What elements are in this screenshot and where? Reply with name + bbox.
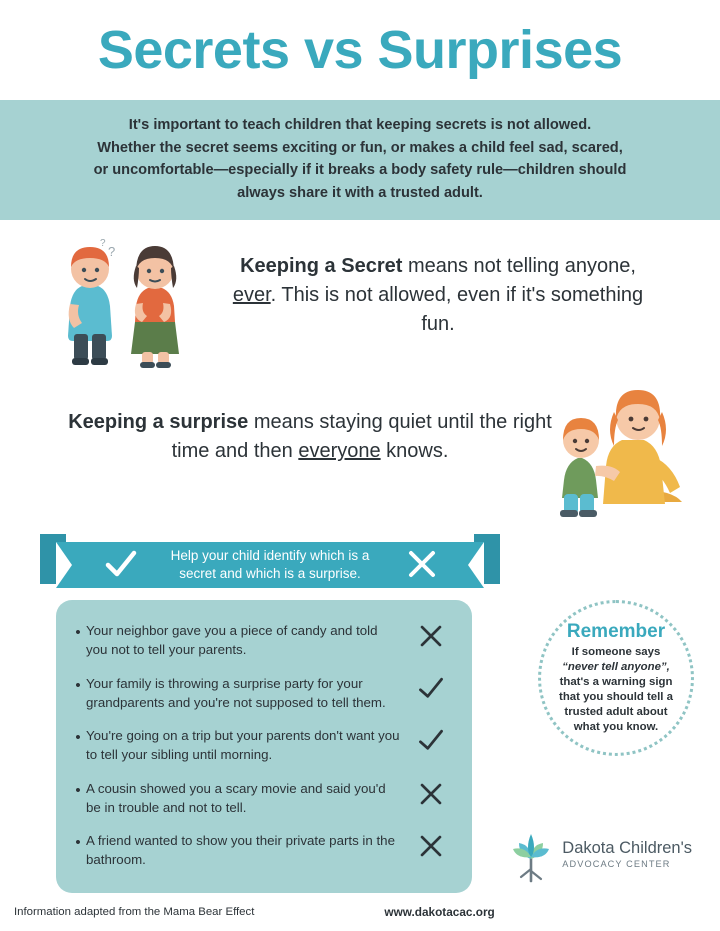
list-item[interactable] bbox=[62, 824, 462, 877]
page-title: Secrets vs Surprises bbox=[97, 20, 623, 80]
identify-banner bbox=[40, 534, 500, 594]
secret-rest-b: . This is not allowed, even if it's something fun. bbox=[270, 284, 644, 336]
check-icon bbox=[417, 676, 445, 702]
list-item-label: A cousin showed you a scary movie and said you'd be in trouble and not to tell. bbox=[86, 780, 386, 815]
ribbon-line-1: Help your child identify which is a bbox=[170, 548, 370, 564]
remember-title: Remember bbox=[566, 620, 666, 642]
surprise-bold-phrase: Keeping a surprise bbox=[68, 411, 249, 434]
remember-line-3: that you should tell a bbox=[559, 691, 673, 703]
list-item[interactable] bbox=[62, 667, 462, 720]
bullet-icon: • bbox=[75, 834, 81, 852]
two-children-illustration bbox=[52, 234, 212, 379]
answer-mark bbox=[406, 621, 456, 649]
remember-line-1: If someone says bbox=[571, 645, 661, 658]
logo-subtitle: ADVOCACY CENTER bbox=[562, 859, 671, 870]
ribbon-text bbox=[150, 547, 390, 582]
title-bar bbox=[0, 0, 720, 100]
surprise-rest-b: knows. bbox=[380, 440, 449, 463]
check-icon bbox=[104, 549, 138, 581]
x-icon bbox=[406, 548, 438, 580]
svg-text:?: ? bbox=[108, 244, 116, 260]
intro-line-3: or uncomfortable—especially if it breaks a body safety rule—children should bbox=[93, 162, 627, 179]
secret-bold-phrase: Keeping a Secret bbox=[240, 255, 403, 278]
intro-line-2: Whether the secret seems exciting or fun, or makes a child feel sad, scared, bbox=[97, 139, 623, 156]
logo-name: Dakota Children's bbox=[562, 838, 692, 857]
answer-mark bbox=[406, 674, 456, 702]
answer-mark bbox=[406, 831, 456, 859]
check-icon bbox=[417, 728, 445, 754]
secret-underlined-word: ever bbox=[232, 284, 271, 307]
bullet-icon: • bbox=[75, 624, 81, 641]
secret-rest-a: means not telling anyone, bbox=[402, 255, 636, 278]
ribbon-line-2: secret and which is a surprise. bbox=[179, 566, 361, 581]
remember-line-4: trusted adult about bbox=[564, 706, 668, 719]
ribbon-body bbox=[56, 542, 484, 588]
x-icon bbox=[418, 623, 444, 649]
bullet-icon: • bbox=[75, 729, 81, 747]
remember-body bbox=[559, 645, 673, 735]
intro-line-1: It's important to teach children that keeping secrets is not allowed. bbox=[128, 117, 592, 133]
x-icon bbox=[418, 833, 444, 859]
remember-line-2: that's a warning sign bbox=[559, 675, 673, 688]
list-item[interactable] bbox=[62, 719, 462, 772]
organization-logo bbox=[508, 825, 692, 883]
svg-text:?: ? bbox=[100, 238, 106, 250]
scenario-list bbox=[56, 600, 472, 893]
intro-line-4: always share it with a trusted adult. bbox=[237, 184, 483, 201]
list-item-label: A friend wanted to show you their private parts in the bathroom. bbox=[86, 833, 395, 868]
surprise-statement bbox=[60, 408, 560, 466]
surprise-underlined-word: everyone bbox=[298, 440, 381, 463]
remember-line-5: what you know. bbox=[573, 721, 659, 734]
mother-and-child-illustration bbox=[534, 362, 692, 522]
list-item[interactable] bbox=[62, 772, 462, 825]
intro-banner bbox=[0, 100, 720, 220]
bullet-icon: • bbox=[75, 781, 81, 799]
list-item-label: Your family is throwing a surprise party for your grandparents and you're not supposed to tell them. bbox=[86, 675, 386, 710]
secret-statement bbox=[228, 252, 648, 339]
secret-section bbox=[0, 220, 720, 380]
tree-logo-icon bbox=[508, 825, 554, 883]
footer-url[interactable]: www.dakotacac.org bbox=[384, 905, 495, 919]
logo-text bbox=[562, 839, 692, 869]
list-item-label: Your neighbor gave you a piece of candy and told you not to tell your parents. bbox=[86, 623, 378, 658]
surprise-section bbox=[0, 380, 720, 520]
surprise-rest-a: means staying quiet until the right time and then bbox=[171, 411, 552, 463]
answer-mark bbox=[406, 779, 456, 807]
bullet-icon: • bbox=[75, 676, 81, 694]
list-item-label: You're going on a trip but your parents don't want you to tell your sibling until morning. bbox=[86, 728, 400, 763]
footer bbox=[0, 905, 720, 919]
remember-quote: “never tell anyone”, bbox=[562, 660, 670, 673]
list-item[interactable] bbox=[62, 614, 462, 667]
remember-callout bbox=[538, 600, 694, 756]
footer-credit: Information adapted from the Mama Bear Effect bbox=[14, 906, 255, 918]
answer-mark bbox=[406, 726, 456, 754]
x-icon bbox=[418, 781, 444, 807]
